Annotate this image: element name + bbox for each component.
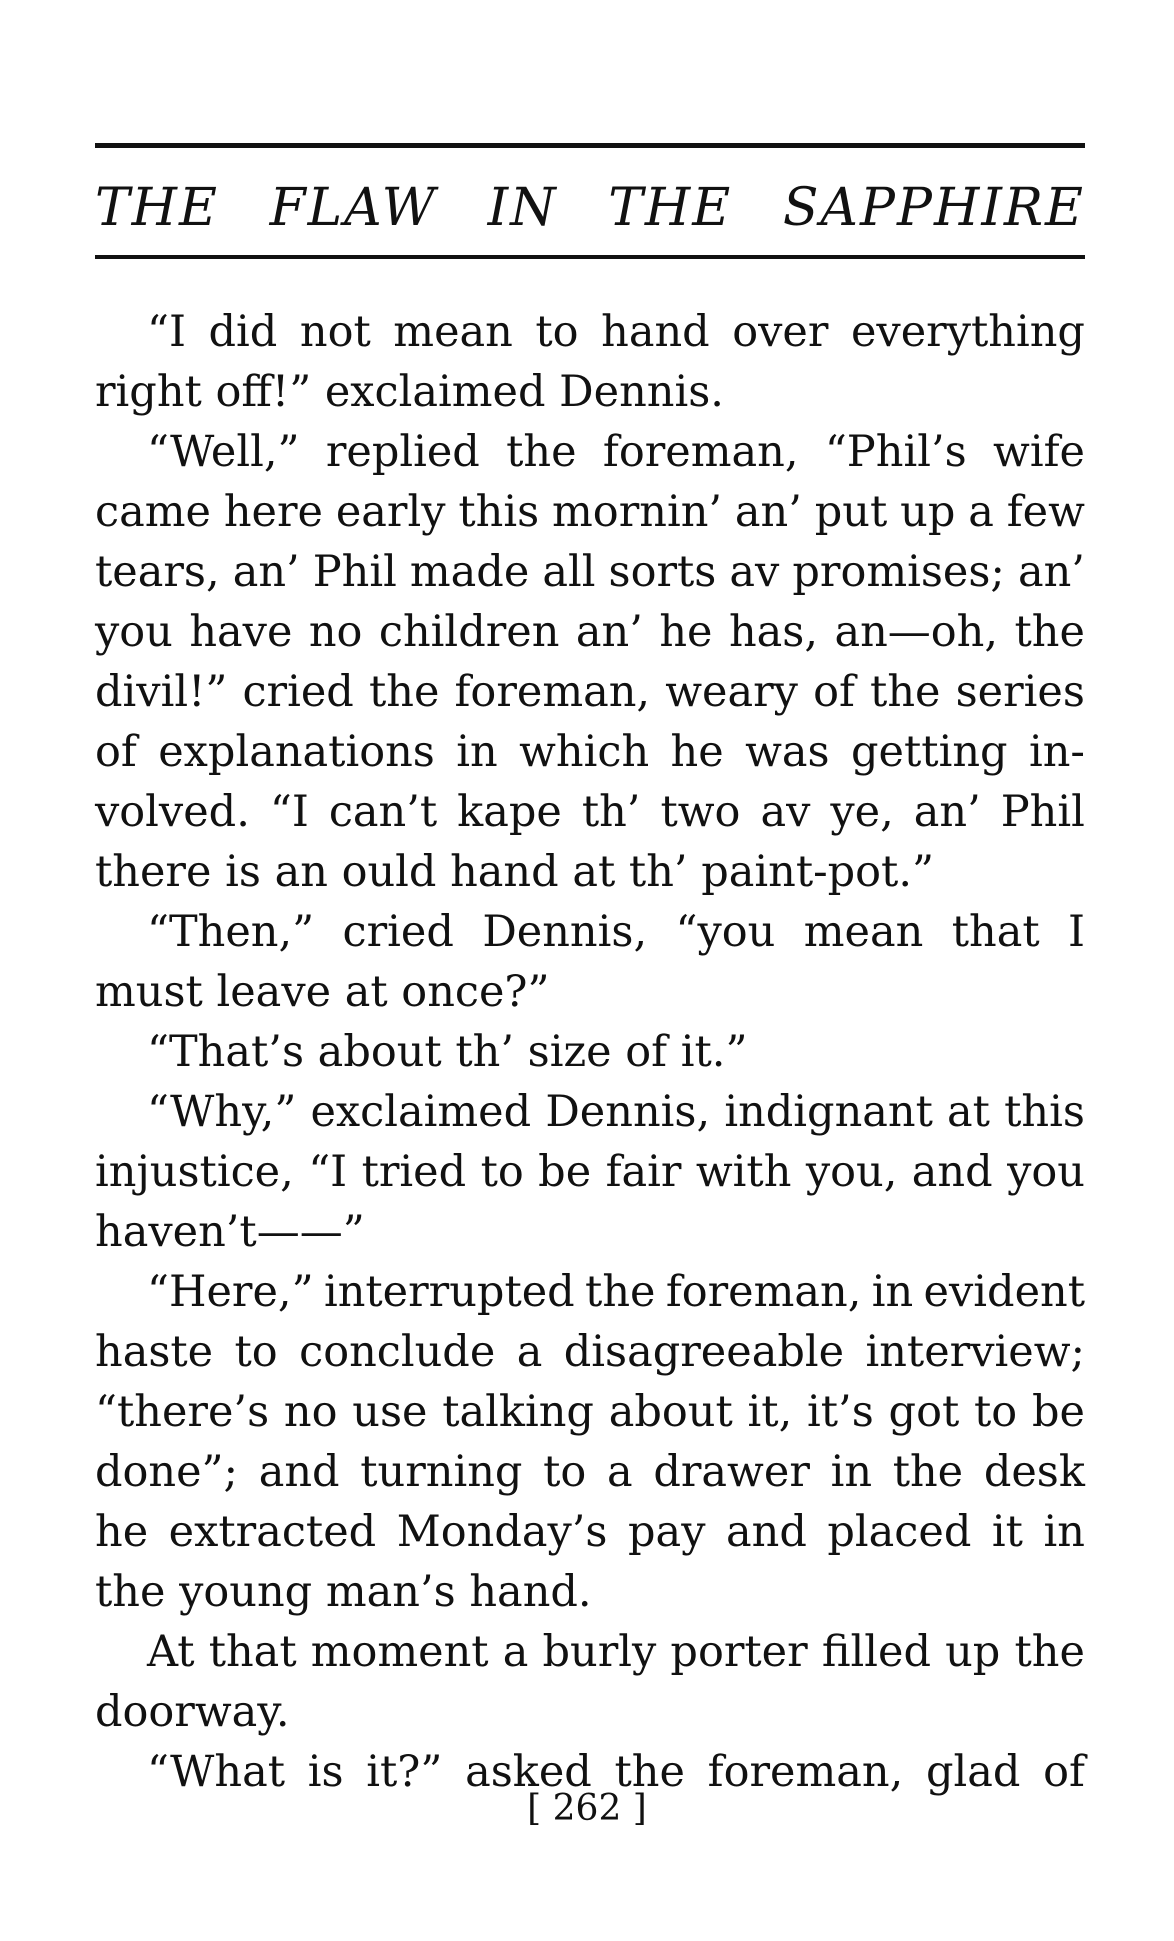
word: it?” (366, 1747, 443, 1797)
word: in- (1028, 727, 1085, 777)
word: weary (665, 667, 798, 717)
word: have (189, 607, 293, 657)
word: to (480, 1147, 524, 1197)
running-head-word: THE (95, 178, 219, 238)
word: the (368, 667, 440, 717)
word: the (870, 667, 941, 717)
word: an’ (913, 787, 981, 837)
word: in (830, 1447, 873, 1497)
word: kape (457, 787, 562, 837)
running-head-word: FLAW (269, 178, 438, 238)
word: “Well,” (147, 427, 300, 477)
word: did (208, 307, 278, 357)
header-rule-bottom (95, 255, 1085, 259)
word: series (955, 667, 1085, 717)
word: cried (242, 667, 354, 717)
word: no (283, 1387, 338, 1437)
word: done”; (95, 1447, 239, 1497)
text-line (95, 302, 1085, 362)
word: hand (601, 307, 710, 357)
text-line (95, 542, 1085, 602)
word: the (506, 427, 577, 477)
word: all (542, 547, 596, 597)
word: getting (851, 727, 1008, 777)
text-line-content: right off!” exclaimed Dennis. (95, 367, 724, 417)
text-line (95, 482, 1085, 542)
text-line (95, 1622, 1085, 1682)
word: up (945, 1627, 1001, 1677)
word: to (543, 1447, 587, 1497)
word: “I (147, 307, 186, 357)
word: he (670, 727, 724, 777)
word: in (456, 727, 498, 777)
word: came (95, 487, 211, 537)
word: a (968, 487, 994, 537)
word: cried (342, 907, 454, 957)
word: av (729, 547, 780, 597)
word: a (516, 1327, 543, 1377)
word: “there’s (95, 1387, 270, 1437)
word: disagreeable (563, 1327, 845, 1377)
word: burly (542, 1627, 657, 1677)
body-text (95, 302, 1085, 1802)
word: Dennis, (545, 1087, 711, 1137)
word: be (538, 1147, 592, 1197)
text-line (95, 1142, 1085, 1202)
word: “What (147, 1747, 285, 1797)
word: pay (628, 1507, 706, 1557)
word: interrupted (323, 1267, 575, 1317)
word: a (607, 1447, 633, 1497)
text-line (95, 1202, 1085, 1262)
word: extracted (168, 1507, 377, 1557)
word: foreman, (602, 427, 799, 477)
word: mean (393, 307, 513, 357)
word: mean (803, 907, 924, 957)
word: an’ (734, 487, 802, 537)
word: placed (827, 1507, 972, 1557)
word: Monday’s (396, 1507, 608, 1557)
word: desk (983, 1447, 1085, 1497)
word: glad (925, 1747, 1021, 1797)
word: an—oh, (834, 607, 999, 657)
word: “Why,” (147, 1087, 297, 1137)
word: everything (850, 307, 1085, 357)
text-line (95, 1022, 1085, 1082)
word: tears, (95, 547, 220, 597)
word: foreman, (454, 667, 651, 717)
word: promises; (792, 547, 1005, 597)
text-line (95, 1262, 1085, 1322)
word: av (760, 787, 811, 837)
word: you (95, 607, 173, 657)
text-line (95, 962, 1085, 1022)
word: at (947, 1087, 990, 1137)
word: “I (308, 1147, 348, 1197)
word: “Then,” (147, 907, 315, 957)
word: a (502, 1627, 529, 1677)
word: an’ (1017, 547, 1085, 597)
word: Dennis, (482, 907, 648, 957)
word: no (308, 607, 363, 657)
word: to (974, 1387, 1018, 1437)
word: it’s (807, 1387, 874, 1437)
word: asked (465, 1747, 592, 1797)
word: the (892, 1447, 964, 1497)
word: about (608, 1387, 733, 1437)
text-line (95, 902, 1085, 962)
word: interview; (865, 1327, 1085, 1377)
word: here (223, 487, 323, 537)
word: turning (360, 1447, 523, 1497)
word: to (234, 1327, 278, 1377)
word: explanations (158, 727, 435, 777)
word: in (1043, 1507, 1085, 1557)
word: an’ (232, 547, 300, 597)
word: be (1031, 1387, 1085, 1437)
text-line-content: doorway. (95, 1687, 290, 1737)
word: foreman, (707, 1747, 904, 1797)
text-line-content: there is an ould hand at th’ paint-pot.” (95, 847, 934, 897)
text-line-content: the young man’s hand. (95, 1567, 592, 1617)
text-line-content: “That’s about th’ size of it.” (147, 1027, 748, 1077)
word: was (745, 727, 830, 777)
word: filled (821, 1627, 931, 1677)
page-number: [ 262 ] (527, 1788, 647, 1829)
word: got (888, 1387, 960, 1437)
word: he (95, 1507, 149, 1557)
word: th’ (581, 787, 641, 837)
word: of (813, 667, 855, 717)
text-line (95, 1082, 1085, 1142)
word: the (1014, 607, 1085, 657)
word: Phil (312, 547, 397, 597)
running-head-word: SAPPHIRE (782, 178, 1085, 238)
text-line (95, 602, 1085, 662)
text-line (95, 842, 1085, 902)
text-line (95, 1382, 1085, 1442)
word: drawer (653, 1447, 810, 1497)
word: that (208, 1627, 297, 1677)
word: which (519, 727, 650, 777)
word: not (299, 307, 371, 357)
word: sorts (608, 547, 717, 597)
word: “I (269, 787, 309, 837)
word: volved. (95, 787, 250, 837)
word: I (1068, 907, 1085, 957)
word: evident (923, 1267, 1085, 1317)
word: this (458, 487, 540, 537)
word: and (911, 1147, 993, 1197)
word: use (352, 1387, 428, 1437)
word: fair (605, 1147, 682, 1197)
word: you, (805, 1147, 898, 1197)
word: you (1007, 1147, 1085, 1197)
word: foreman, (665, 1267, 862, 1317)
word: talking (442, 1387, 594, 1437)
word: ye, (830, 787, 894, 837)
word: moment (310, 1627, 489, 1677)
word: mornin’ (552, 487, 723, 537)
word: the (1014, 1627, 1085, 1677)
word: the (614, 1747, 685, 1797)
word: that (951, 907, 1040, 957)
word: exclaimed (310, 1087, 532, 1137)
word: “Here,” (147, 1267, 314, 1317)
word: wife (993, 427, 1085, 477)
word: is (307, 1747, 344, 1797)
word: he (659, 607, 713, 657)
word: At (147, 1627, 195, 1677)
text-line-content: must leave at once?” (95, 967, 550, 1017)
word: injustice, (95, 1147, 294, 1197)
word: early (335, 487, 446, 537)
word: in (871, 1267, 914, 1317)
word: haste (95, 1327, 214, 1377)
word: up (900, 487, 956, 537)
text-line (95, 1502, 1085, 1562)
text-line (95, 662, 1085, 722)
text-line (95, 1442, 1085, 1502)
running-head (95, 168, 1085, 248)
text-line (95, 1562, 1085, 1622)
text-line-content: haven’t——” (95, 1207, 365, 1257)
word: conclude (299, 1327, 496, 1377)
header-rule-top (95, 143, 1085, 148)
word: to (535, 307, 579, 357)
text-line (95, 362, 1085, 422)
word: an’ (575, 607, 643, 657)
word: over (732, 307, 829, 357)
text-line (95, 422, 1085, 482)
word: tried (361, 1147, 467, 1197)
word: “Phil’s (824, 427, 967, 477)
text-line (95, 1682, 1085, 1742)
word: indignant (724, 1087, 933, 1137)
word: it, (747, 1387, 793, 1437)
word: put (814, 487, 888, 537)
word: this (1004, 1087, 1085, 1137)
word: of (1043, 1747, 1085, 1797)
word: and (258, 1447, 340, 1497)
word: has, (728, 607, 819, 657)
word: replied (325, 427, 480, 477)
word: “you (675, 907, 776, 957)
word: Phil (1000, 787, 1085, 837)
text-line (95, 1322, 1085, 1382)
text-line (95, 722, 1085, 782)
word: can’t (328, 787, 438, 837)
text-line (95, 782, 1085, 842)
running-head-word: IN (487, 178, 558, 238)
word: divil!” (95, 667, 228, 717)
word: made (409, 547, 530, 597)
word: children (378, 607, 560, 657)
word: two (660, 787, 741, 837)
word: porter (670, 1627, 808, 1677)
word: the (585, 1267, 656, 1317)
running-head-word: THE (608, 178, 733, 238)
word: it (991, 1507, 1023, 1557)
word: of (95, 727, 137, 777)
word: with (695, 1147, 792, 1197)
word: and (726, 1507, 807, 1557)
word: few (1006, 487, 1085, 537)
